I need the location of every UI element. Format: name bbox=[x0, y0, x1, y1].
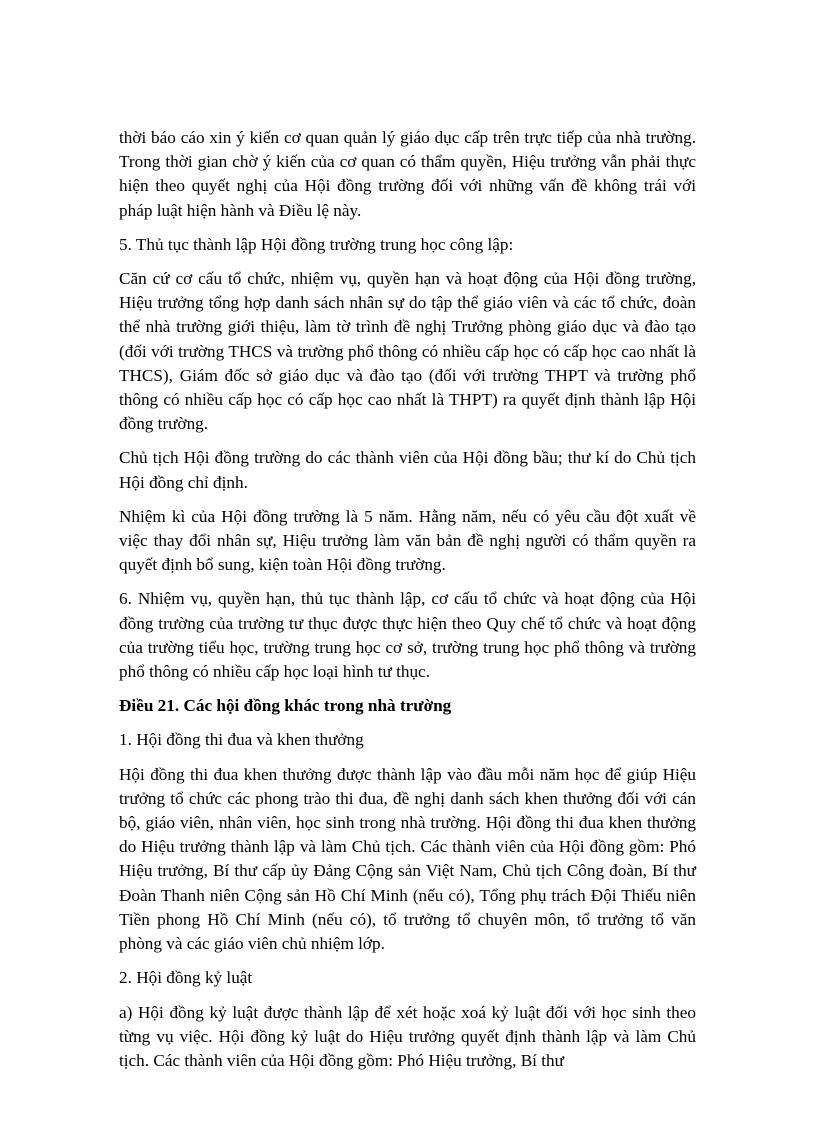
section-2-title: 2. Hội đồng kỷ luật bbox=[119, 968, 253, 988]
section-1-body: Hội đồng thi đua khen thưởng được thành lập vào đầu mỗi năm học để giúp Hiệu trưởng tổ chức các phong trào thi đua, đề nghị danh sách khen thưởng đối với cán bộ, giáo viên, nhân viên, học sinh trong nhà trường. Hội đồng thi đua khen thưởng do Hiệu trưởng thành lập và làm Chủ tịch. Các thành viên của Hội đồng gồm: Phó Hiệu trưởng, Bí thư cấp ủy Đảng Cộng sản Việt Nam, Chủ tịch Công đoàn, Bí thư Đoàn Thanh niên Cộng sản Hồ Chí Minh (nếu có), Tổng phụ trách Đội Thiếu niên Tiền phong Hồ Chí Minh (nếu có), tổ trưởng tổ chuyên môn, tổ trưởng tổ văn phòng và các giáo viên chủ nhiệm lớp. bbox=[119, 764, 696, 954]
paragraph-intro: thời báo cáo xin ý kiến cơ quan quản lý giáo dục cấp trên trực tiếp của nhà trường. Trong thời gian chờ ý kiến của cơ quan có thẩm quyền, Hiệu trưởng vẫn phải thực hiện theo quyết nghị của Hội đồng trường đối với những vấn đề không trái với pháp luật hiện hành và Điều lệ này. bbox=[119, 128, 696, 220]
clause-6: 6. Nhiệm vụ, quyền hạn, thủ tục thành lập, cơ cấu tổ chức và hoạt động của Hội đồng trường của trường tư thục được thực hiện theo Quy chế tổ chức và hoạt động của trường tiểu học, trường trung học cơ sở, trường trung học phổ thông và trường phổ thông có nhiều cấp học loại hình tư thục. bbox=[119, 589, 696, 682]
paragraph-chairman: Chủ tịch Hội đồng trường do các thành viên của Hội đồng bầu; thư kí do Chủ tịch Hội đồng chỉ định. bbox=[119, 448, 696, 492]
clause-5-title: 5. Thủ tục thành lập Hội đồng trường trung học công lập: bbox=[119, 234, 514, 254]
document-page bbox=[119, 126, 696, 1083]
paragraph-procedure: Căn cứ cơ cấu tổ chức, nhiệm vụ, quyền hạn và hoạt động của Hội đồng trường, Hiệu trưởng tổng hợp danh sách nhân sự do tập thể giáo viên và các tổ chức, đoàn thể nhà trường giới thiệu, làm tờ trình đề nghị Trưởng phòng giáo dục và đào tạo (đối với trường THCS và trường phổ thông có nhiều cấp học có cấp học cao nhất là THCS), Giám đốc sở giáo dục và đào tạo (đối với trường THPT và trường phổ thông có nhiều cấp học có cấp học cao nhất là THPT) ra quyết định thành lập Hội đồng trường. bbox=[119, 269, 696, 434]
section-2-body: a) Hội đồng kỷ luật được thành lập để xét hoặc xoá kỷ luật đối với học sinh theo từng vụ việc. Hội đồng kỷ luật do Hiệu trưởng quyết định thành lập và làm Chủ tịch. Các thành viên của Hội đồng gồm: Phó Hiệu trưởng, Bí thư bbox=[119, 1002, 696, 1070]
paragraph-term: Nhiệm kì của Hội đồng trường là 5 năm. Hằng năm, nếu có yêu cầu đột xuất về việc thay đổi nhân sự, Hiệu trưởng làm văn bản đề nghị người có thẩm quyền ra quyết định bổ sung, kiện toàn Hội đồng trường. bbox=[119, 506, 696, 575]
article-21-heading: Điều 21. Các hội đồng khác trong nhà trường bbox=[119, 696, 452, 716]
section-1-title: 1. Hội đồng thi đua và khen thưởng bbox=[119, 730, 364, 750]
